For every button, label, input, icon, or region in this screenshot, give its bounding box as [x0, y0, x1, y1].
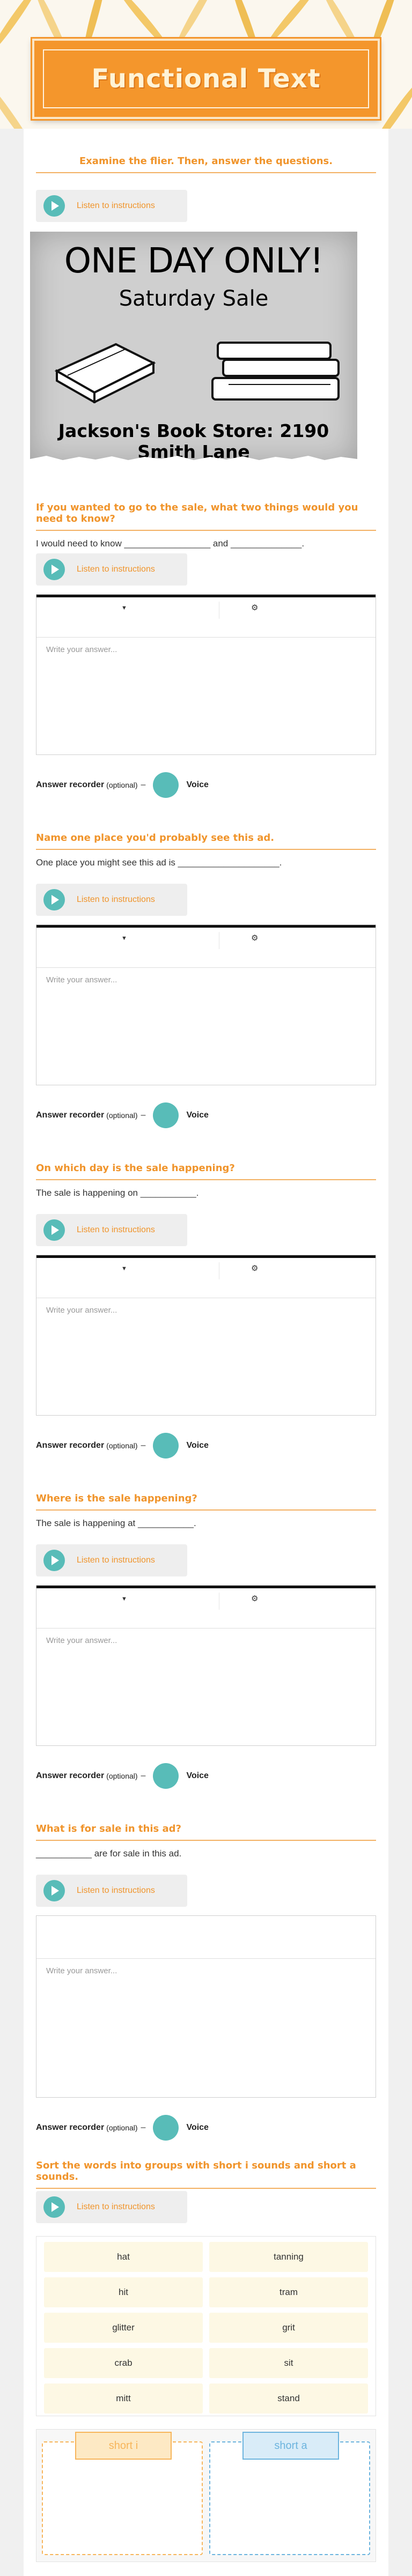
question-title: Where is the sale happening?	[36, 1493, 376, 1511]
group-short-i-label: short i	[75, 2432, 172, 2460]
word-tile[interactable]: mitt	[44, 2383, 203, 2414]
title-box	[32, 39, 380, 119]
question-prompt: I would need to know _________________ and ______________.	[36, 538, 305, 549]
answer-recorder: Answer recorder (optional) – Voice	[36, 1761, 376, 1791]
record-button[interactable]	[153, 1433, 179, 1459]
voice-label: Voice	[186, 780, 209, 789]
word-bank	[36, 2236, 376, 2416]
question-title: What is for sale in this ad?	[36, 1823, 376, 1841]
listen-label: Listen to instructions	[77, 201, 155, 210]
voice-label: Voice	[186, 1111, 209, 1120]
listen-label: Listen to instructions	[77, 1225, 155, 1234]
play-icon	[43, 2196, 65, 2218]
worksheet-card	[24, 129, 388, 2576]
recorder-label: Answer recorder	[36, 1771, 105, 1780]
listen-button[interactable]	[36, 1214, 187, 1246]
flier-subheadline: Saturday Sale	[119, 286, 269, 311]
listen-button[interactable]	[36, 190, 187, 222]
recorder-optional: (optional)	[106, 1441, 138, 1450]
editor-toolbar	[36, 595, 376, 638]
editor-toolbar	[36, 1255, 376, 1298]
answer-placeholder[interactable]: Write your answer...	[46, 1966, 117, 1975]
play-icon	[43, 1550, 65, 1571]
question-prompt: The sale is happening at ___________.	[36, 1518, 196, 1528]
group-short-i[interactable]	[42, 2441, 203, 2555]
answer-editor[interactable]	[36, 924, 376, 1085]
sort-groups	[36, 2429, 376, 2562]
play-icon	[43, 559, 65, 580]
answer-placeholder[interactable]: Write your answer...	[46, 1306, 117, 1315]
listen-label: Listen to instructions	[77, 895, 155, 904]
answer-recorder: Answer recorder (optional) – Voice	[36, 1431, 376, 1461]
word-tile[interactable]: crab	[44, 2348, 203, 2378]
question-title: If you wanted to go to the sale, what two things would you need to know?	[36, 502, 376, 531]
recorder-optional: (optional)	[106, 781, 138, 789]
gear-icon[interactable]: ⚙	[251, 603, 259, 612]
play-icon	[43, 1219, 65, 1241]
header-banner	[0, 0, 412, 129]
answer-placeholder[interactable]: Write your answer...	[46, 1636, 117, 1645]
intro-section	[36, 156, 376, 173]
question-title: Name one place you'd probably see this ad.	[36, 832, 376, 850]
play-icon	[43, 195, 65, 217]
word-tile[interactable]: stand	[209, 2383, 368, 2414]
record-button[interactable]	[153, 1763, 179, 1789]
play-icon	[43, 889, 65, 911]
voice-label: Voice	[186, 2123, 209, 2132]
stack-of-books-icon	[207, 336, 347, 409]
voice-label: Voice	[186, 1771, 209, 1780]
record-button[interactable]	[153, 772, 179, 798]
answer-recorder: Answer recorder (optional) – Voice	[36, 2113, 376, 2143]
group-short-a[interactable]	[209, 2441, 370, 2555]
word-tile[interactable]: hit	[44, 2277, 203, 2307]
recorder-optional: (optional)	[106, 1772, 138, 1780]
page-title: Functional Text	[91, 64, 321, 94]
listen-button[interactable]	[36, 1875, 187, 1907]
recorder-label: Answer recorder	[36, 780, 105, 789]
sort-section	[36, 2160, 376, 2189]
gear-icon[interactable]: ⚙	[251, 1264, 259, 1273]
flier-image	[30, 232, 357, 463]
intro-instruction: Examine the flier. Then, answer the questions.	[36, 156, 376, 173]
answer-placeholder[interactable]: Write your answer...	[46, 645, 117, 654]
gear-icon[interactable]: ⚙	[251, 934, 259, 943]
word-tile[interactable]: hat	[44, 2242, 203, 2272]
listen-button[interactable]	[36, 1544, 187, 1576]
editor-toolbar	[36, 925, 376, 968]
question-title: On which day is the sale happening?	[36, 1163, 376, 1180]
word-tile[interactable]: grit	[209, 2313, 368, 2343]
question-prompt: The sale is happening on ___________.	[36, 1188, 199, 1198]
listen-button[interactable]	[36, 884, 187, 916]
listen-label: Listen to instructions	[77, 1886, 155, 1895]
answer-recorder: Answer recorder (optional) – Voice	[36, 1100, 376, 1130]
word-tile[interactable]: tram	[209, 2277, 368, 2307]
recorder-label: Answer recorder	[36, 2123, 105, 2132]
open-book-icon	[52, 334, 159, 403]
caret-down-icon[interactable]: ▼	[121, 605, 127, 611]
gear-icon[interactable]: ⚙	[251, 1594, 259, 1603]
record-button[interactable]	[153, 1102, 179, 1128]
question-prompt: ___________ are for sale in this ad.	[36, 1848, 182, 1859]
caret-down-icon[interactable]: ▼	[121, 1596, 127, 1602]
word-tile[interactable]: sit	[209, 2348, 368, 2378]
answer-editor[interactable]	[36, 1585, 376, 1746]
answer-placeholder[interactable]: Write your answer...	[46, 975, 117, 984]
group-short-a-label: short a	[242, 2432, 339, 2460]
listen-label: Listen to instructions	[77, 565, 155, 574]
play-icon	[43, 1880, 65, 1901]
caret-down-icon[interactable]: ▼	[121, 1265, 127, 1272]
listen-label: Listen to instructions	[77, 1556, 155, 1565]
caret-down-icon[interactable]: ▼	[121, 935, 127, 942]
answer-editor[interactable]	[36, 1255, 376, 1416]
answer-recorder: Answer recorder (optional) – Voice	[36, 770, 376, 800]
listen-button[interactable]	[36, 2191, 187, 2223]
flier-footer: Jackson's Book Store: 2190 Smith Lane	[58, 420, 329, 462]
listen-label: Listen to instructions	[77, 2202, 155, 2211]
editor-toolbar	[36, 1916, 376, 1959]
word-tile[interactable]: tanning	[209, 2242, 368, 2272]
recorder-label: Answer recorder	[36, 1111, 105, 1120]
intro-listen-wrap	[36, 190, 376, 222]
answer-editor[interactable]	[36, 1915, 376, 2098]
flier-headline: ONE DAY ONLY!	[64, 241, 323, 281]
record-button[interactable]	[153, 2115, 179, 2141]
editor-toolbar	[36, 1586, 376, 1628]
question-prompt: One place you might see this ad is ____________________.	[36, 857, 282, 868]
answer-editor[interactable]	[36, 594, 376, 755]
recorder-optional: (optional)	[106, 1111, 138, 1120]
sort-title: Sort the words into groups with short i sounds and short a sounds.	[36, 2160, 376, 2189]
word-tile[interactable]: glitter	[44, 2313, 203, 2343]
recorder-optional: (optional)	[106, 2123, 138, 2132]
voice-label: Voice	[186, 1441, 209, 1450]
recorder-label: Answer recorder	[36, 1441, 105, 1450]
listen-button[interactable]	[36, 553, 187, 586]
